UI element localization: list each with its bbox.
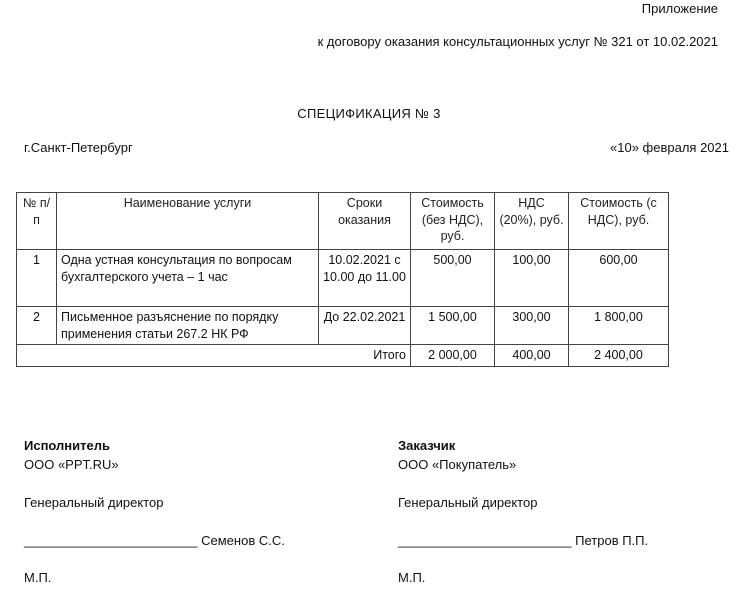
contract-reference: к договору оказания консультационных услуг № 321 от 10.02.2021 [317, 34, 718, 49]
document-date: «10» февраля 2021 [610, 140, 729, 155]
customer-stamp: М.П. [398, 570, 426, 585]
executor-role: Исполнитель [24, 438, 110, 453]
row-vat: 100,00 [495, 250, 569, 307]
table-header-row [17, 193, 669, 250]
document-title: СПЕЦИФИКАЦИЯ № 3 [297, 106, 441, 121]
row-service: Одна устная консультация по вопросам бухгалтерского учета – 1 час [57, 250, 319, 307]
row-cost-no-vat: 500,00 [411, 250, 495, 307]
header-terms: Сроки оказания [319, 193, 411, 250]
table-row [17, 250, 669, 307]
city: г.Санкт-Петербург [24, 140, 133, 155]
row-service: Письменное разъяснение по порядку применения статьи 267.2 НК РФ [57, 307, 319, 345]
executor-signature-line: ________________________ Семенов С.С. [24, 533, 285, 548]
total-vat: 400,00 [495, 345, 569, 367]
header-num: № п/п [17, 193, 57, 250]
row-terms: До 22.02.2021 [319, 307, 411, 345]
header-vat: НДС (20%), руб. [495, 193, 569, 250]
customer-position: Генеральный директор [398, 495, 538, 510]
total-label: Итого [17, 345, 411, 367]
row-cost-no-vat: 1 500,00 [411, 307, 495, 345]
table-row [17, 307, 669, 345]
row-cost-with-vat: 600,00 [569, 250, 669, 307]
header-service: Наименование услуги [57, 193, 319, 250]
total-row [17, 345, 669, 367]
executor-position: Генеральный директор [24, 495, 164, 510]
appendix-label: Приложение [641, 1, 718, 16]
row-cost-with-vat: 1 800,00 [569, 307, 669, 345]
header-cost-with-vat: Стоимость (с НДС), руб. [569, 193, 669, 250]
specification-table [16, 192, 669, 367]
customer-company: ООО «Покупатель» [398, 457, 517, 472]
row-vat: 300,00 [495, 307, 569, 345]
row-terms: 10.02.2021 с 10.00 до 11.00 [319, 250, 411, 307]
row-num: 2 [17, 307, 57, 345]
header-cost-no-vat: Стоимость (без НДС), руб. [411, 193, 495, 250]
row-num: 1 [17, 250, 57, 307]
customer-role: Заказчик [398, 438, 456, 453]
executor-company: ООО «PPT.RU» [24, 457, 119, 472]
executor-stamp: М.П. [24, 570, 52, 585]
customer-signature-line: ________________________ Петров П.П. [398, 533, 649, 548]
total-cost-with-vat: 2 400,00 [569, 345, 669, 367]
total-cost-no-vat: 2 000,00 [411, 345, 495, 367]
